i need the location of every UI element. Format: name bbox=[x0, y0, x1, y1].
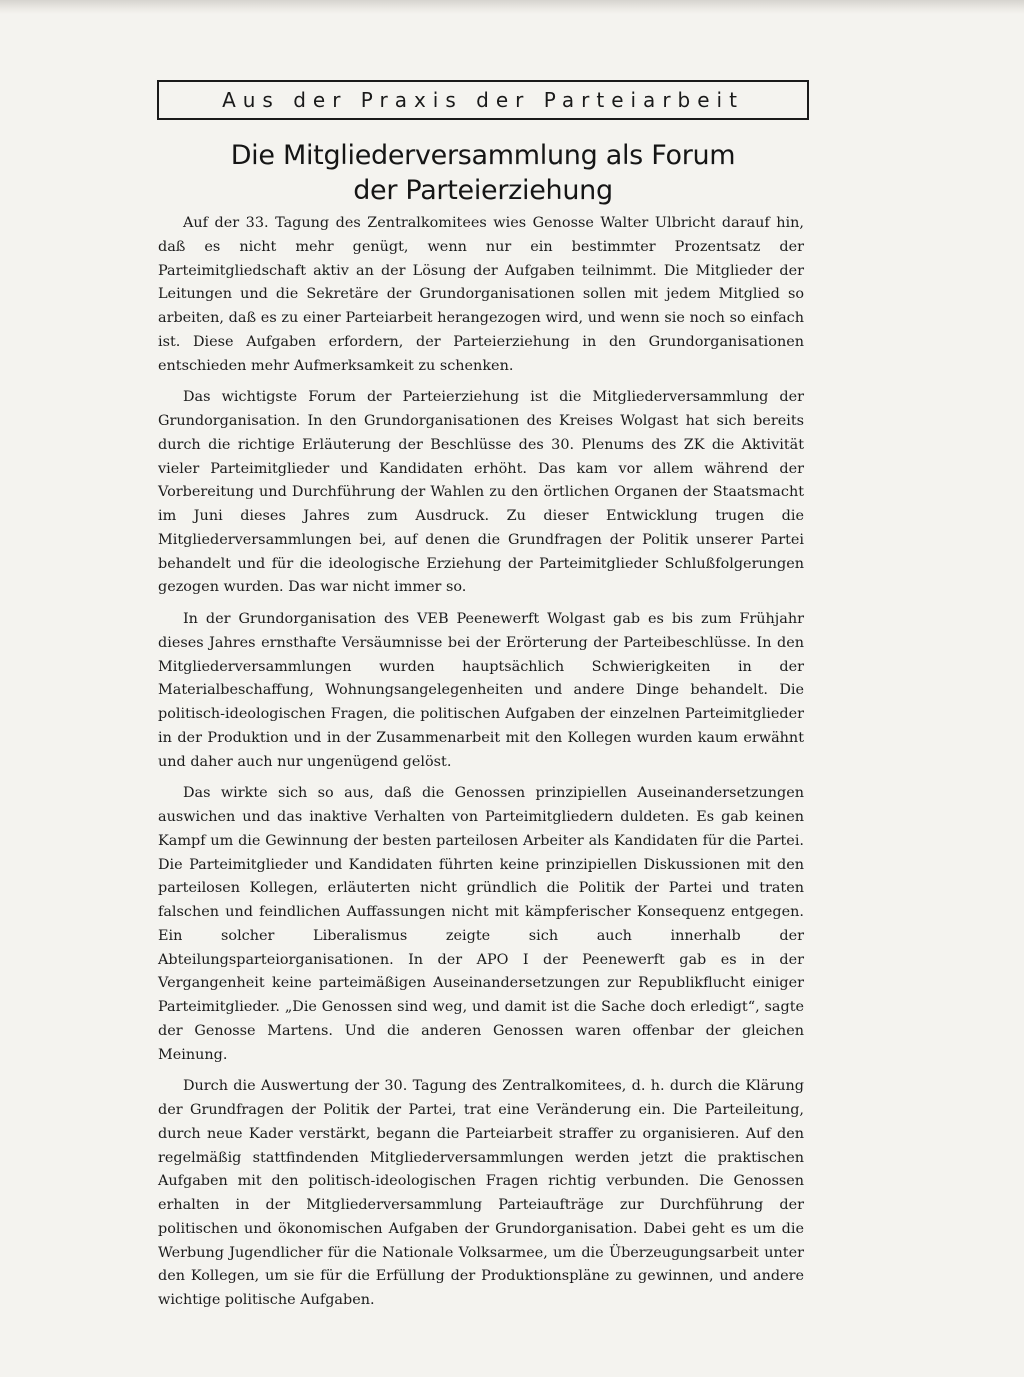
paragraph-1: Auf der 33. Tagung des Zentralkomitees wies Genosse Walter Ulbricht darauf hin, daß es nicht mehr genügt, wenn nur ein bestimmter Prozentsatz der Parteimitgliedschaft aktiv an der Lösung der Aufgaben teilnimmt. Die Mitglieder der Leitungen und die Sekretäre der Grundorganisationen sollen mit jedem Mitglied so arbeiten, daß es zu einer Parteiarbeit herangezogen wird, und wenn sie noch so einfach ist. Diese Aufgaben erfordern, der Parteierziehung in den Grundorganisationen entschieden mehr Aufmerksamkeit zu schenken. bbox=[158, 215, 804, 374]
section-header-label: Aus der Praxis der Parteiarbeit bbox=[222, 88, 744, 112]
paragraph-3: In der Grundorganisation des VEB Peenewerft Wolgast gab es bis zum Frühjahr dieses Jahres ernsthafte Versäumnisse bei der Erörterung der Parteibeschlüsse. In den Mitgliederversammlungen wurden hauptsächlich Schwierigkeiten in der Materialbeschaffung, Wohnungsangelegenheiten und andere Dinge behandelt. Die politisch-ideologischen Fragen, die politischen Aufgaben der einzelnen Parteimitglieder in der Produktion und in der Zusammenarbeit mit den Kollegen wurden kaum erwähnt und daher auch nur ungenügend gelöst. bbox=[158, 611, 804, 770]
paragraph-2: Das wichtigste Forum der Parteierziehung ist die Mitgliederversammlung der Grundorganisation. In den Grundorganisationen des Kreises Wolgast hat sich bereits durch die richtige Erläuterung der Beschlüsse des 30. Plenums des ZK die Aktivität vieler Parteimitglieder und Kandidaten erhöht. Das kam vor allem während der Vorbereitung und Durchführung der Wahlen zu den örtlichen Organen der Staatsmacht im Juni dieses Jahres zum Ausdruck. Zu dieser Entwicklung trugen die Mitgliederversammlungen bei, auf denen die Grundfragen der Politik unserer Partei behandelt und für die ideologische Erziehung der Parteimitglieder Schlußfolgerungen gezogen wurden. Das war nicht immer so. bbox=[158, 389, 804, 596]
paragraph-5: Durch die Auswertung der 30. Tagung des Zentralkomitees, d. h. durch die Klärung der Grundfragen der Politik der Partei, trat eine Veränderung ein. Die Parteileitung, durch neue Kader verstärkt, begann die Parteiarbeit straffer zu organisieren. Auf den regelmäßig stattfindenden Mitgliederversammlungen werden jetzt die praktischen Aufgaben mit den politisch-ideologischen Fragen richtig verbunden. Die Genossen erhalten in der Mitgliederversammlung Parteiaufträge zur Durchführung der politischen und ökonomischen Aufgaben der Grundorganisation. Dabei geht es um die Werbung Jugendlicher für die Nationale Volksarmee, um die Überzeugungsarbeit unter den Kollegen, um sie für die Erfüllung der Produktionspläne zu gewinnen, und andere wichtige politische Aufgaben. bbox=[158, 1078, 804, 1308]
section-header-box bbox=[157, 80, 809, 120]
article-title bbox=[157, 138, 809, 208]
article-title-line-2: der Parteierziehung bbox=[353, 175, 613, 206]
article-title-line-1: Die Mitgliederversammlung als Forum bbox=[230, 140, 736, 171]
paragraph-4: Das wirkte sich so aus, daß die Genossen prinzipiellen Auseinandersetzungen auswichen und das inaktive Verhalten von Parteimitgliedern duldeten. Es gab keinen Kampf um die Gewinnung der besten parteilosen Arbeiter als Kandidaten für die Partei. Die Parteimitglieder und Kandidaten führten keine prinzipiellen Diskussionen mit den parteilosen Kollegen, erläuterten nicht gründlich die Politik der Partei und traten falschen und feindlichen Auffassungen nicht mit kämpferischer Konsequenz entgegen. Ein solcher Liberalismus zeigte sich auch innerhalb der Abteilungsparteiorganisationen. In der APO I der Peenewerft gab es in der Vergangenheit keine parteimäßigen Auseinandersetzungen zur Republikflucht einiger Parteimitglieder. „Die Genossen sind weg, und damit ist die Sache doch erledigt“, sagte der Genosse Martens. Und die anderen Genossen waren offenbar der gleichen Meinung. bbox=[158, 785, 804, 1063]
article-body bbox=[158, 212, 804, 1313]
page-edge-shading bbox=[0, 0, 1024, 14]
